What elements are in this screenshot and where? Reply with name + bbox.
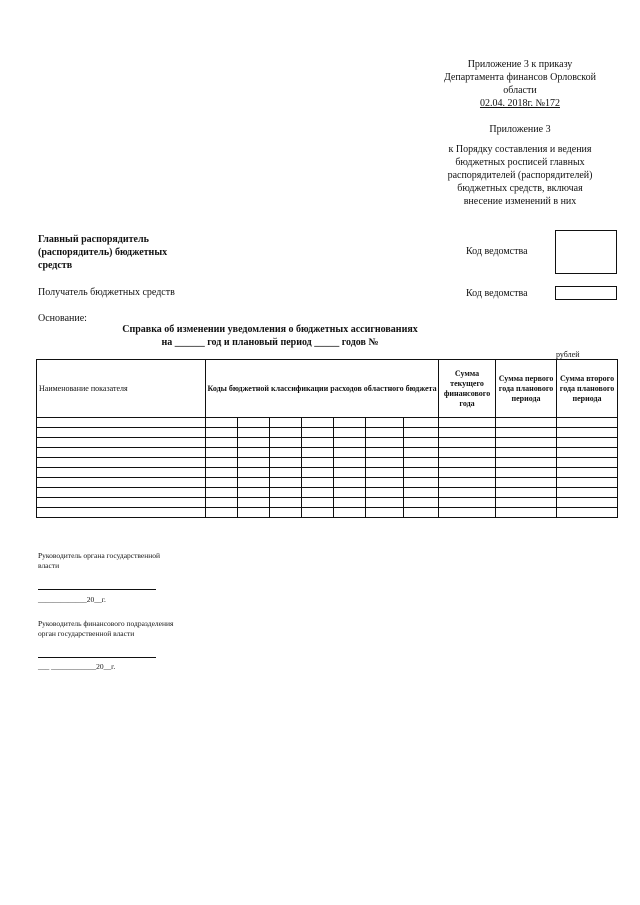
procedure-line: бюджетных росписей главных: [455, 157, 585, 168]
main-manager-line: средств: [38, 260, 73, 271]
col-header-codes: Коды бюджетной классификации расходов областного бюджета: [206, 360, 439, 418]
appendix-label: Приложение 3: [489, 124, 551, 135]
col-header-sum-second: Сумма второго года планового периода: [557, 360, 618, 418]
order-date-number: 02.04. 2018г. №172: [479, 98, 560, 109]
table-row: [37, 448, 618, 458]
col-header-sum-first: Сумма первого года планового периода: [496, 360, 557, 418]
signature-title-line: власти: [38, 561, 60, 570]
head-signature-date: _____________20__г.: [38, 595, 106, 604]
signature-title-line: Руководитель финансового подразделения: [38, 619, 174, 628]
procedure-line: к Порядку составления и ведения: [448, 144, 592, 155]
order-reference: [420, 58, 620, 110]
col-header-name: Наименование показателя: [37, 360, 206, 418]
basis-label: Основание:: [38, 313, 87, 324]
dept-code-label: Код ведомства: [466, 246, 528, 257]
title-line: на ______ год и плановый период _____ годов №: [161, 337, 379, 348]
head-signature-title: [38, 551, 160, 571]
table-row: [37, 478, 618, 488]
title-line: Справка об изменении уведомления о бюджетных ассигнованиях: [122, 324, 418, 335]
main-manager-label: [38, 233, 167, 272]
table-row: [37, 428, 618, 438]
procedure-line: внесение изменений в них: [463, 196, 577, 207]
col-header-sum-current: Сумма текущего финансового года: [439, 360, 496, 418]
table-row: [37, 498, 618, 508]
order-line: Департамента финансов Орловской: [443, 72, 597, 83]
fin-signature-date: ___ ____________20__г.: [38, 662, 116, 671]
table-header-row: [37, 360, 618, 418]
fin-signature-title: [38, 619, 173, 639]
dept-code-box[interactable]: [555, 286, 617, 300]
main-manager-line: (распорядитель) бюджетных: [38, 247, 168, 258]
main-manager-line: Главный распорядитель: [38, 234, 149, 245]
procedure-line: бюджетных средств, включая: [457, 183, 583, 194]
signature-title-line: Руководитель органа государственной: [38, 551, 161, 560]
table-row: [37, 468, 618, 478]
table-row: [37, 508, 618, 518]
units-label: рублей: [556, 350, 580, 359]
signature-title-line: орган государственной власти: [38, 629, 135, 638]
signature-line: [38, 657, 156, 658]
signature-line: [38, 589, 156, 590]
procedure-reference: [420, 143, 620, 208]
procedure-line: распорядителей (распорядителей): [447, 170, 593, 181]
document-title: [100, 323, 440, 349]
dept-code-label: Код ведомства: [466, 288, 528, 299]
table-row: [37, 458, 618, 468]
order-line: Приложение 3 к приказу: [467, 59, 573, 70]
allocation-table: [36, 359, 618, 518]
order-line: области: [503, 85, 537, 96]
table-row: [37, 418, 618, 428]
table-row: [37, 438, 618, 448]
table-row: [37, 488, 618, 498]
dept-code-box[interactable]: [555, 230, 617, 274]
recipient-label: Получатель бюджетных средств: [38, 287, 175, 298]
